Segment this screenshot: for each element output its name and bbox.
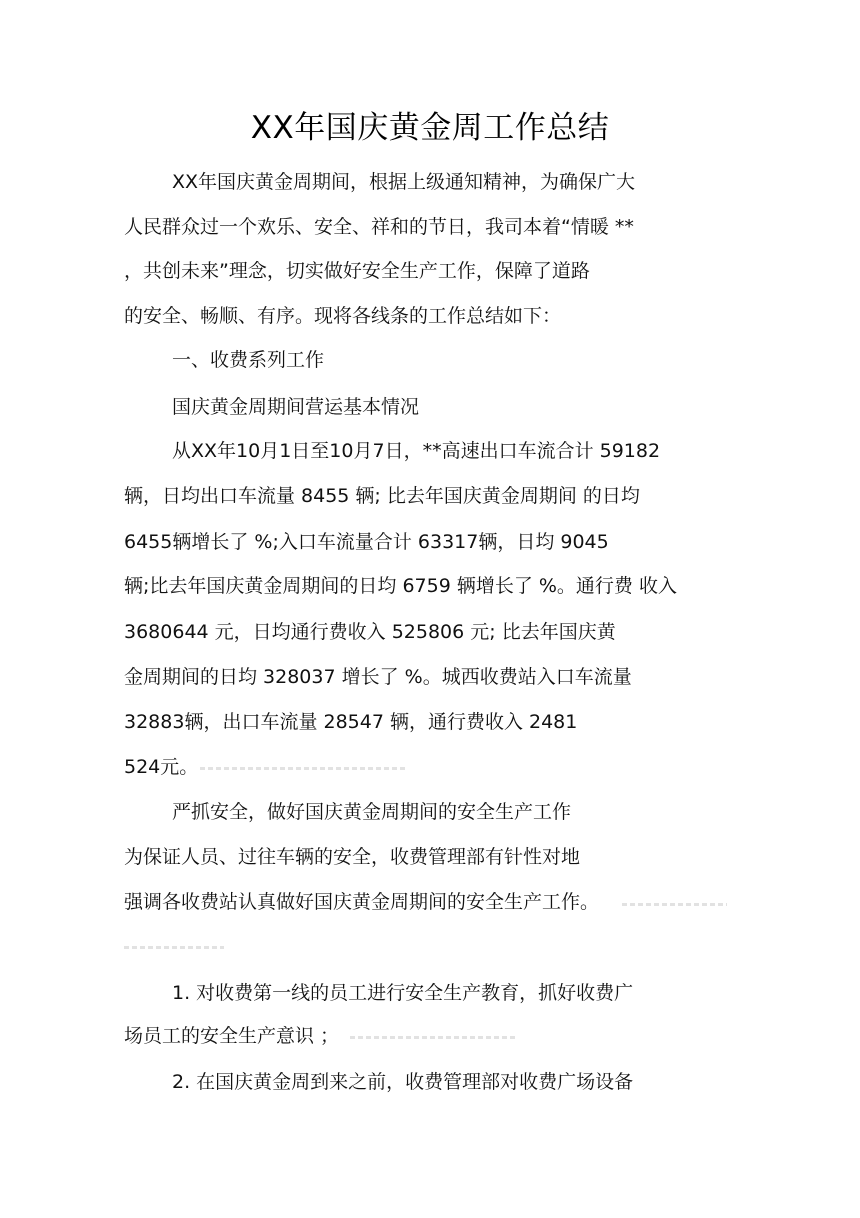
paragraph-line: 强调各收费站认真做好国庆黄金周期间的安全生产工作。	[124, 891, 600, 913]
paragraph-line: 524元。	[124, 756, 199, 778]
paragraph-line: ，共创未来”理念，切实做好安全生产工作，保障了道路	[124, 260, 590, 282]
list-item: 1. 对收费第一线的员工进行安全生产教育，抓好收费广	[172, 982, 634, 1004]
paragraph-line: 辆;比去年国庆黄金周期间的日均 6759 辆增长了 %。通行费 收入	[124, 575, 677, 597]
paragraph-line: 32883辆，出口车流量 28547 辆，通行费收入 2481	[124, 711, 578, 733]
faint-watermark-text	[200, 767, 405, 770]
list-item: 2. 在国庆黄金周到来之前，收费管理部对收费广场设备	[172, 1071, 634, 1093]
faint-watermark-text	[622, 903, 727, 906]
document-title: XX年国庆黄金周工作总结	[250, 110, 610, 146]
paragraph-line: 6455辆增长了 %;入口车流量合计 63317辆，日均 9045	[124, 531, 609, 553]
subsection-heading: 严抓安全，做好国庆黄金周期间的安全生产工作	[172, 801, 572, 823]
paragraph-line: XX年国庆黄金周期间，根据上级通知精神，为确保广大	[172, 171, 636, 193]
faint-watermark-text	[124, 946, 224, 949]
paragraph-line: 金周期间的日均 328037 增长了 %。城西收费站入口车流量	[124, 666, 632, 688]
paragraph-line: 3680644 元，日均通行费收入 525806 元; 比去年国庆黄	[124, 621, 616, 643]
list-item-continued: 场员工的安全生产意识 ；	[124, 1025, 340, 1047]
section-heading: 一、收费系列工作	[172, 349, 325, 371]
faint-watermark-text	[350, 1036, 515, 1039]
paragraph-line: 人民群众过一个欢乐、安全、祥和的节日，我司本着“情暖 **	[124, 216, 634, 238]
paragraph-line: 辆，日均出口车流量 8455 辆; 比去年国庆黄金周期间 的日均	[124, 485, 640, 507]
paragraph-line: 的安全、畅顺、有序。现将各线条的工作总结如下：	[124, 305, 562, 327]
paragraph-line: 从XX年10月1日至10月7日，**高速出口车流合计 59182	[172, 440, 661, 462]
paragraph-line: 为保证人员、过往车辆的安全，收费管理部有针性对地	[124, 846, 581, 868]
subsection-heading: 国庆黄金周期间营运基本情况	[172, 396, 420, 418]
